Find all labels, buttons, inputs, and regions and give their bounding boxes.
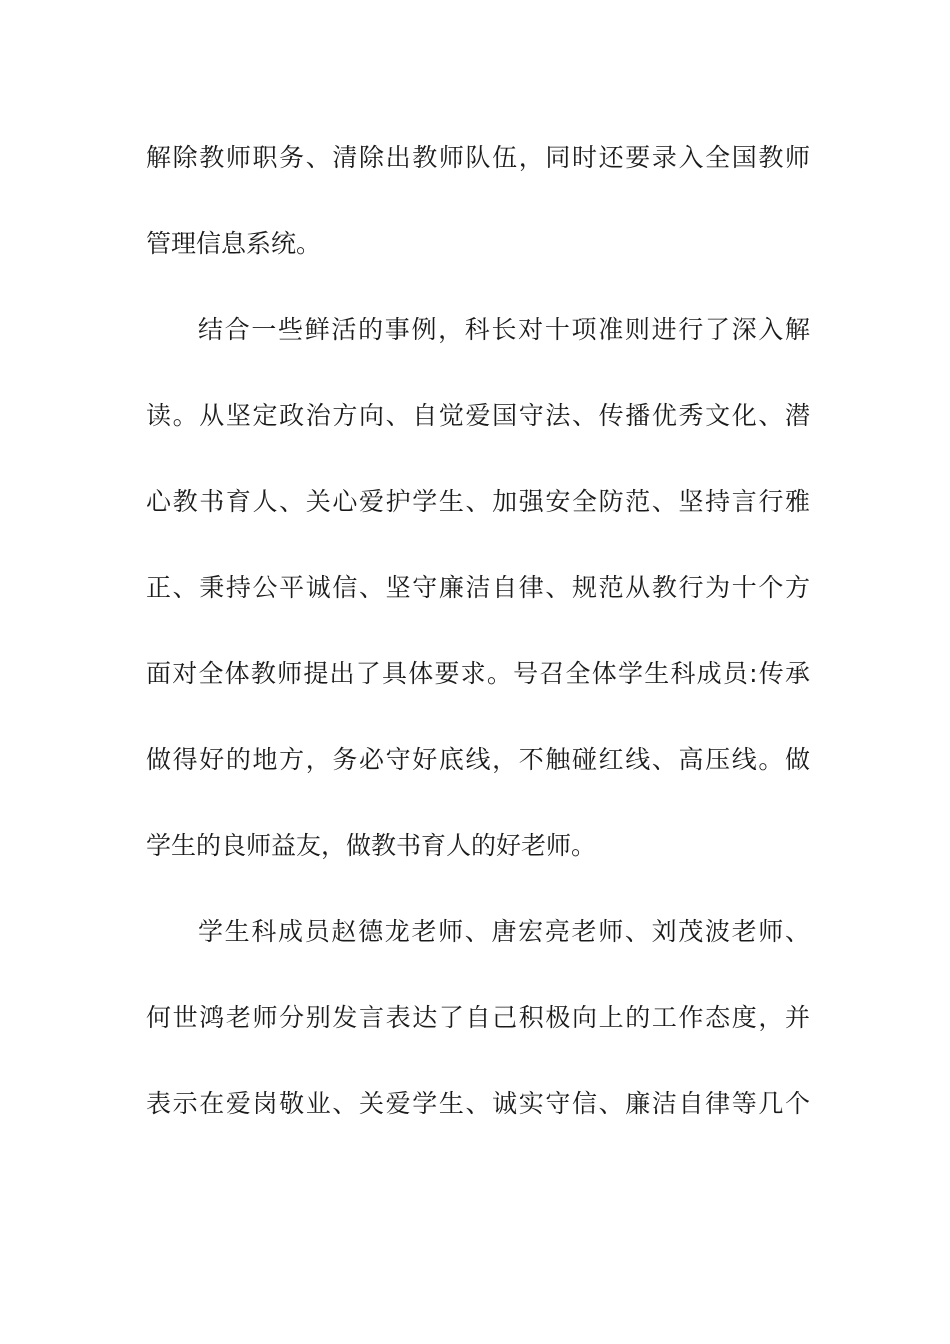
paragraph-1-line-1: 解除教师职务、清除出教师队伍，同时还要录入全国教师 bbox=[146, 143, 810, 172]
paragraph-2-line-4: 正、秉持公平诚信、坚守廉洁自律、规范从教行为十个方 bbox=[146, 573, 810, 602]
paragraph-2-line-1: 结合一些鲜活的事例，科长对十项准则进行了深入解 bbox=[198, 315, 810, 344]
paragraph-2-line-7: 学生的良师益友，做教书育人的好老师。 bbox=[146, 831, 597, 860]
paragraph-2-line-2: 读。从坚定政治方向、自觉爱国守法、传播优秀文化、潜 bbox=[146, 401, 810, 430]
paragraph-3-line-3: 表示在爱岗敬业、关爱学生、诚实守信、廉洁自律等几个 bbox=[146, 1089, 810, 1118]
paragraph-2-line-5: 面对全体教师提出了具体要求。号召全体学生科成员:传承 bbox=[146, 659, 810, 688]
paragraph-3-line-2: 何世鸿老师分别发言表达了自己积极向上的工作态度，并 bbox=[146, 1003, 810, 1032]
paragraph-2-line-6: 做得好的地方，务必守好底线，不触碰红线、高压线。做 bbox=[146, 745, 810, 774]
paragraph-2-line-3: 心教书育人、关心爱护学生、加强安全防范、坚持言行雅 bbox=[146, 487, 810, 516]
paragraph-3-line-1: 学生科成员赵德龙老师、唐宏亮老师、刘茂波老师、 bbox=[198, 917, 810, 946]
paragraph-1-line-2: 管理信息系统。 bbox=[146, 229, 322, 258]
